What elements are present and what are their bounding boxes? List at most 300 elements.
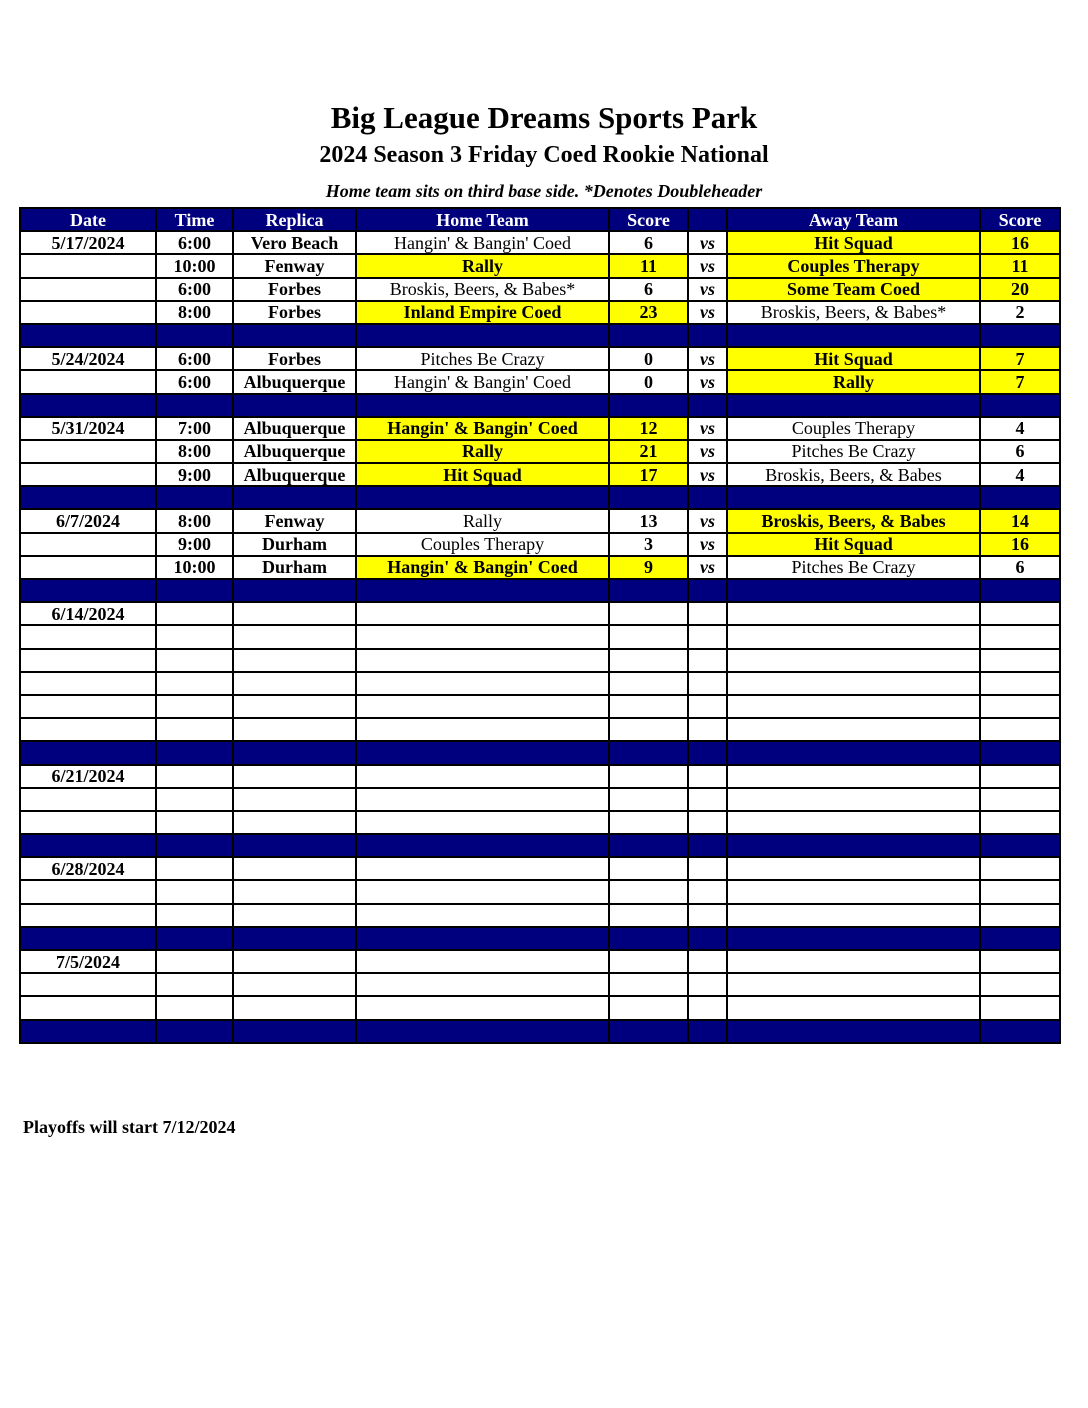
table-row xyxy=(20,672,1060,695)
away-score-cell xyxy=(980,927,1060,950)
date-cell: 7/5/2024 xyxy=(20,950,156,973)
time-cell xyxy=(156,394,233,417)
table-row xyxy=(20,556,1060,579)
replica-cell xyxy=(233,602,356,625)
home-team-cell: Pitches Be Crazy xyxy=(356,347,609,370)
table-row xyxy=(20,509,1060,532)
time-cell xyxy=(156,927,233,950)
away-score-cell xyxy=(980,811,1060,834)
table-row xyxy=(20,533,1060,556)
away-score-cell: 6 xyxy=(980,440,1060,463)
away-score-cell: 4 xyxy=(980,463,1060,486)
week-separator-row xyxy=(20,394,1060,417)
column-header-date: Date xyxy=(20,208,156,231)
home-team-cell xyxy=(356,904,609,927)
schedule-note: Home team sits on third base side. *Denotes Doubleheader xyxy=(325,181,763,201)
vs-cell: vs xyxy=(688,278,727,301)
home-team-cell xyxy=(356,695,609,718)
vs-cell xyxy=(688,857,727,880)
replica-cell xyxy=(233,486,356,509)
home-team-cell xyxy=(356,579,609,602)
week-separator-row xyxy=(20,927,1060,950)
time-cell xyxy=(156,765,233,788)
away-team-cell: Couples Therapy xyxy=(727,417,980,440)
home-score-cell: 0 xyxy=(609,370,688,393)
vs-cell xyxy=(688,904,727,927)
time-cell xyxy=(156,973,233,996)
home-score-cell xyxy=(609,880,688,903)
home-score-cell xyxy=(609,602,688,625)
away-team-cell xyxy=(727,996,980,1019)
home-score-cell xyxy=(609,324,688,347)
vs-cell xyxy=(688,625,727,648)
vs-cell xyxy=(688,788,727,811)
away-score-cell xyxy=(980,718,1060,741)
replica-cell: Forbes xyxy=(233,347,356,370)
schedule-table xyxy=(19,207,1061,1044)
time-cell: 10:00 xyxy=(156,556,233,579)
replica-cell xyxy=(233,579,356,602)
away-score-cell: 20 xyxy=(980,278,1060,301)
table-row xyxy=(20,301,1060,324)
column-header-time: Time xyxy=(156,208,233,231)
date-cell: 5/31/2024 xyxy=(20,417,156,440)
home-score-cell: 23 xyxy=(609,301,688,324)
time-cell: 8:00 xyxy=(156,440,233,463)
date-cell xyxy=(20,394,156,417)
time-cell xyxy=(156,695,233,718)
home-score-cell xyxy=(609,904,688,927)
replica-cell xyxy=(233,857,356,880)
table-row xyxy=(20,973,1060,996)
replica-cell: Fenway xyxy=(233,254,356,277)
away-score-cell: 16 xyxy=(980,533,1060,556)
vs-cell xyxy=(688,579,727,602)
vs-cell: vs xyxy=(688,533,727,556)
replica-cell: Vero Beach xyxy=(233,231,356,254)
table-row xyxy=(20,254,1060,277)
away-team-cell xyxy=(727,741,980,764)
replica-cell: Durham xyxy=(233,556,356,579)
home-score-cell xyxy=(609,695,688,718)
date-cell xyxy=(20,370,156,393)
table-row xyxy=(20,231,1060,254)
page-subtitle: 2024 Season 3 Friday Coed Rookie National xyxy=(319,142,769,168)
date-cell xyxy=(20,1020,156,1043)
home-team-cell xyxy=(356,602,609,625)
home-team-cell xyxy=(356,857,609,880)
away-score-cell: 14 xyxy=(980,509,1060,532)
replica-cell xyxy=(233,811,356,834)
vs-cell: vs xyxy=(688,231,727,254)
home-team-cell xyxy=(356,718,609,741)
vs-cell xyxy=(688,486,727,509)
date-cell xyxy=(20,788,156,811)
replica-cell xyxy=(233,695,356,718)
table-row xyxy=(20,602,1060,625)
time-cell: 6:00 xyxy=(156,231,233,254)
away-score-cell xyxy=(980,880,1060,903)
vs-cell xyxy=(688,1020,727,1043)
date-cell: 6/7/2024 xyxy=(20,509,156,532)
vs-cell: vs xyxy=(688,509,727,532)
away-score-cell xyxy=(980,486,1060,509)
home-team-cell: Hangin' & Bangin' Coed xyxy=(356,417,609,440)
away-team-cell xyxy=(727,811,980,834)
away-team-cell xyxy=(727,579,980,602)
home-team-cell xyxy=(356,765,609,788)
time-cell xyxy=(156,788,233,811)
date-cell xyxy=(20,904,156,927)
time-cell: 6:00 xyxy=(156,347,233,370)
replica-cell xyxy=(233,1020,356,1043)
date-cell xyxy=(20,834,156,857)
away-score-cell: 16 xyxy=(980,231,1060,254)
replica-cell xyxy=(233,324,356,347)
time-cell xyxy=(156,904,233,927)
home-score-cell xyxy=(609,927,688,950)
away-score-cell xyxy=(980,672,1060,695)
home-score-cell xyxy=(609,973,688,996)
date-cell xyxy=(20,695,156,718)
away-score-cell xyxy=(980,904,1060,927)
date-cell xyxy=(20,625,156,648)
home-score-cell: 0 xyxy=(609,347,688,370)
date-cell: 6/14/2024 xyxy=(20,602,156,625)
vs-cell xyxy=(688,927,727,950)
week-separator-row xyxy=(20,1020,1060,1043)
replica-cell: Albuquerque xyxy=(233,440,356,463)
vs-cell: vs xyxy=(688,301,727,324)
table-row xyxy=(20,649,1060,672)
replica-cell xyxy=(233,834,356,857)
replica-cell xyxy=(233,649,356,672)
away-score-cell: 7 xyxy=(980,370,1060,393)
home-score-cell: 9 xyxy=(609,556,688,579)
replica-cell xyxy=(233,741,356,764)
vs-cell: vs xyxy=(688,254,727,277)
table-row xyxy=(20,880,1060,903)
date-cell xyxy=(20,579,156,602)
away-team-cell xyxy=(727,718,980,741)
table-row xyxy=(20,788,1060,811)
away-team-cell: Couples Therapy xyxy=(727,254,980,277)
vs-cell xyxy=(688,880,727,903)
date-cell xyxy=(20,649,156,672)
vs-cell: vs xyxy=(688,440,727,463)
table-row xyxy=(20,718,1060,741)
week-separator-row xyxy=(20,579,1060,602)
date-cell xyxy=(20,996,156,1019)
table-row xyxy=(20,950,1060,973)
replica-cell: Fenway xyxy=(233,509,356,532)
home-team-cell: Hangin' & Bangin' Coed xyxy=(356,231,609,254)
date-cell xyxy=(20,486,156,509)
replica-cell xyxy=(233,394,356,417)
home-score-cell: 6 xyxy=(609,278,688,301)
page-title: Big League Dreams Sports Park xyxy=(330,100,758,135)
away-score-cell xyxy=(980,324,1060,347)
replica-cell xyxy=(233,788,356,811)
home-team-cell xyxy=(356,394,609,417)
column-header-away-score: Score xyxy=(980,208,1060,231)
away-team-cell xyxy=(727,834,980,857)
away-team-cell xyxy=(727,927,980,950)
home-team-cell: Rally xyxy=(356,254,609,277)
replica-cell: Durham xyxy=(233,533,356,556)
time-cell xyxy=(156,625,233,648)
time-cell xyxy=(156,579,233,602)
vs-cell: vs xyxy=(688,417,727,440)
home-team-cell xyxy=(356,1020,609,1043)
table-row xyxy=(20,996,1060,1019)
week-separator-row xyxy=(20,741,1060,764)
away-team-cell: Pitches Be Crazy xyxy=(727,556,980,579)
table-row xyxy=(20,811,1060,834)
away-score-cell xyxy=(980,857,1060,880)
date-cell xyxy=(20,324,156,347)
home-score-cell xyxy=(609,788,688,811)
replica-cell xyxy=(233,718,356,741)
away-score-cell xyxy=(980,625,1060,648)
vs-cell xyxy=(688,718,727,741)
away-team-cell: Hit Squad xyxy=(727,533,980,556)
home-score-cell xyxy=(609,765,688,788)
table-row xyxy=(20,463,1060,486)
vs-cell xyxy=(688,811,727,834)
date-cell xyxy=(20,254,156,277)
away-team-cell xyxy=(727,857,980,880)
away-team-cell xyxy=(727,324,980,347)
home-score-cell xyxy=(609,950,688,973)
away-team-cell xyxy=(727,973,980,996)
home-score-cell xyxy=(609,834,688,857)
away-team-cell xyxy=(727,1020,980,1043)
home-team-cell xyxy=(356,996,609,1019)
away-score-cell xyxy=(980,649,1060,672)
date-cell xyxy=(20,672,156,695)
home-score-cell xyxy=(609,1020,688,1043)
date-cell: 5/24/2024 xyxy=(20,347,156,370)
replica-cell: Albuquerque xyxy=(233,463,356,486)
away-team-cell xyxy=(727,950,980,973)
replica-cell: Forbes xyxy=(233,301,356,324)
home-score-cell xyxy=(609,741,688,764)
away-score-cell: 2 xyxy=(980,301,1060,324)
vs-cell xyxy=(688,324,727,347)
home-team-cell xyxy=(356,649,609,672)
table-row xyxy=(20,765,1060,788)
home-team-cell: Hangin' & Bangin' Coed xyxy=(356,556,609,579)
away-team-cell: Hit Squad xyxy=(727,347,980,370)
time-cell: 8:00 xyxy=(156,509,233,532)
away-score-cell: 6 xyxy=(980,556,1060,579)
home-score-cell: 21 xyxy=(609,440,688,463)
vs-cell xyxy=(688,649,727,672)
vs-cell xyxy=(688,394,727,417)
home-score-cell xyxy=(609,672,688,695)
time-cell xyxy=(156,880,233,903)
time-cell xyxy=(156,1020,233,1043)
away-score-cell xyxy=(980,1020,1060,1043)
home-team-cell: Hangin' & Bangin' Coed xyxy=(356,370,609,393)
home-team-cell xyxy=(356,788,609,811)
replica-cell xyxy=(233,996,356,1019)
table-row xyxy=(20,625,1060,648)
home-team-cell xyxy=(356,973,609,996)
time-cell xyxy=(156,602,233,625)
vs-cell xyxy=(688,695,727,718)
time-cell xyxy=(156,996,233,1019)
table-row xyxy=(20,278,1060,301)
home-team-cell: Rally xyxy=(356,509,609,532)
away-score-cell: 11 xyxy=(980,254,1060,277)
vs-cell xyxy=(688,996,727,1019)
vs-cell: vs xyxy=(688,463,727,486)
replica-cell xyxy=(233,625,356,648)
away-team-cell: Broskis, Beers, & Babes* xyxy=(727,301,980,324)
replica-cell xyxy=(233,904,356,927)
away-team-cell xyxy=(727,625,980,648)
home-team-cell xyxy=(356,672,609,695)
away-team-cell: Broskis, Beers, & Babes xyxy=(727,463,980,486)
home-team-cell xyxy=(356,927,609,950)
home-score-cell xyxy=(609,625,688,648)
home-score-cell xyxy=(609,996,688,1019)
time-cell xyxy=(156,950,233,973)
replica-cell xyxy=(233,880,356,903)
time-cell xyxy=(156,486,233,509)
home-team-cell: Hit Squad xyxy=(356,463,609,486)
vs-cell xyxy=(688,741,727,764)
away-team-cell: Broskis, Beers, & Babes xyxy=(727,509,980,532)
replica-cell xyxy=(233,765,356,788)
vs-cell xyxy=(688,672,727,695)
time-cell: 10:00 xyxy=(156,254,233,277)
date-cell xyxy=(20,301,156,324)
time-cell: 9:00 xyxy=(156,533,233,556)
away-score-cell: 7 xyxy=(980,347,1060,370)
column-header-home-score: Score xyxy=(609,208,688,231)
column-header-home-team: Home Team xyxy=(356,208,609,231)
date-cell xyxy=(20,718,156,741)
table-row xyxy=(20,347,1060,370)
home-score-cell xyxy=(609,579,688,602)
vs-cell xyxy=(688,834,727,857)
away-team-cell xyxy=(727,880,980,903)
away-team-cell: Pitches Be Crazy xyxy=(727,440,980,463)
away-score-cell xyxy=(980,741,1060,764)
away-team-cell xyxy=(727,486,980,509)
away-score-cell xyxy=(980,973,1060,996)
home-team-cell: Inland Empire Coed xyxy=(356,301,609,324)
away-team-cell xyxy=(727,765,980,788)
week-separator-row xyxy=(20,486,1060,509)
home-team-cell: Broskis, Beers, & Babes* xyxy=(356,278,609,301)
header-row xyxy=(20,208,1060,231)
away-score-cell xyxy=(980,765,1060,788)
away-team-cell xyxy=(727,672,980,695)
away-score-cell xyxy=(980,695,1060,718)
time-cell xyxy=(156,672,233,695)
table-row xyxy=(20,440,1060,463)
home-team-cell xyxy=(356,625,609,648)
week-separator-row xyxy=(20,324,1060,347)
date-cell: 6/28/2024 xyxy=(20,857,156,880)
away-team-cell xyxy=(727,649,980,672)
away-team-cell xyxy=(727,904,980,927)
replica-cell xyxy=(233,927,356,950)
week-separator-row xyxy=(20,834,1060,857)
away-team-cell xyxy=(727,695,980,718)
replica-cell: Forbes xyxy=(233,278,356,301)
home-team-cell xyxy=(356,811,609,834)
replica-cell xyxy=(233,973,356,996)
date-cell xyxy=(20,811,156,834)
away-score-cell xyxy=(980,834,1060,857)
home-score-cell xyxy=(609,811,688,834)
home-team-cell xyxy=(356,324,609,347)
home-team-cell: Rally xyxy=(356,440,609,463)
vs-cell xyxy=(688,602,727,625)
home-team-cell xyxy=(356,741,609,764)
time-cell xyxy=(156,857,233,880)
home-team-cell xyxy=(356,834,609,857)
replica-cell: Albuquerque xyxy=(233,417,356,440)
replica-cell xyxy=(233,950,356,973)
time-cell: 9:00 xyxy=(156,463,233,486)
away-team-cell: Rally xyxy=(727,370,980,393)
time-cell xyxy=(156,649,233,672)
away-score-cell xyxy=(980,394,1060,417)
home-score-cell: 13 xyxy=(609,509,688,532)
home-score-cell: 11 xyxy=(609,254,688,277)
away-score-cell xyxy=(980,579,1060,602)
date-cell xyxy=(20,440,156,463)
home-score-cell: 17 xyxy=(609,463,688,486)
column-header-vs xyxy=(688,208,727,231)
date-cell xyxy=(20,556,156,579)
replica-cell: Albuquerque xyxy=(233,370,356,393)
playoffs-note: Playoffs will start 7/12/2024 xyxy=(23,1117,236,1137)
date-cell: 6/21/2024 xyxy=(20,765,156,788)
date-cell xyxy=(20,533,156,556)
time-cell xyxy=(156,811,233,834)
home-team-cell xyxy=(356,950,609,973)
away-score-cell xyxy=(980,788,1060,811)
time-cell xyxy=(156,834,233,857)
table-row xyxy=(20,857,1060,880)
vs-cell: vs xyxy=(688,370,727,393)
time-cell xyxy=(156,741,233,764)
away-score-cell xyxy=(980,950,1060,973)
away-team-cell: Hit Squad xyxy=(727,231,980,254)
date-cell: 5/17/2024 xyxy=(20,231,156,254)
away-team-cell xyxy=(727,602,980,625)
date-cell xyxy=(20,927,156,950)
away-score-cell xyxy=(980,602,1060,625)
date-cell xyxy=(20,278,156,301)
away-team-cell xyxy=(727,394,980,417)
time-cell xyxy=(156,718,233,741)
vs-cell xyxy=(688,950,727,973)
table-row xyxy=(20,695,1060,718)
away-score-cell: 4 xyxy=(980,417,1060,440)
time-cell: 8:00 xyxy=(156,301,233,324)
date-cell xyxy=(20,973,156,996)
home-score-cell xyxy=(609,718,688,741)
date-cell xyxy=(20,741,156,764)
